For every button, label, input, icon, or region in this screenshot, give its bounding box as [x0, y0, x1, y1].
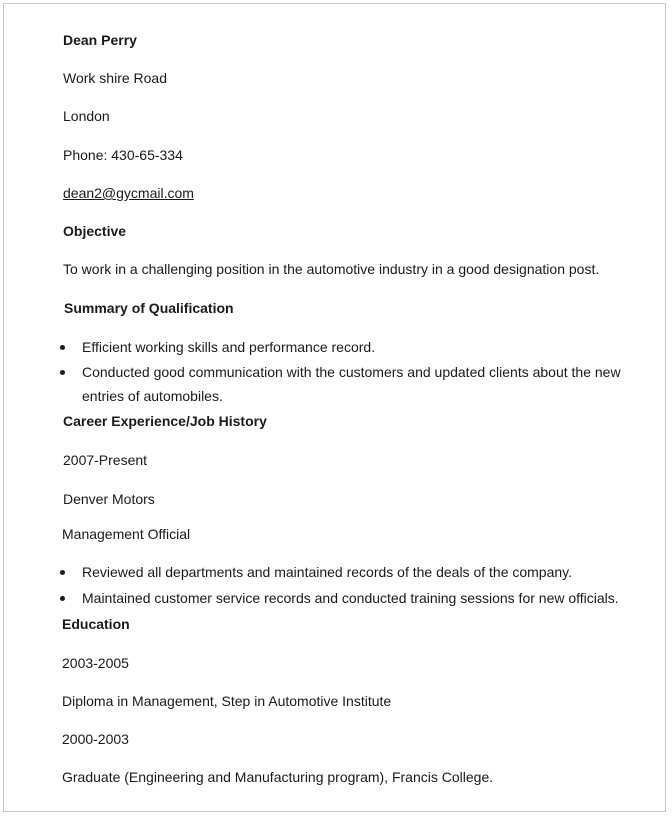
education-detail: Diploma in Management, Step in Automotive Institute	[62, 693, 392, 709]
qualifications-heading: Summary of Qualification	[64, 300, 234, 316]
objective-text: To work in a challenging position in the automotive industry in a good designation post.	[63, 261, 600, 277]
education-heading: Education	[62, 616, 130, 632]
bullet-icon	[60, 570, 65, 575]
bullet-icon	[60, 370, 65, 375]
objective-heading: Objective	[63, 223, 127, 239]
career-duty-item: Maintained customer service records and conducted training sessions for new officials.	[82, 590, 619, 606]
bullet-icon	[60, 345, 65, 350]
career-company: Denver Motors	[63, 491, 155, 507]
bullet-icon	[60, 596, 65, 601]
candidate-name: Dean Perry	[63, 32, 137, 48]
career-duty-item: Reviewed all departments and maintained records of the deals of the company.	[82, 564, 573, 580]
career-role: Management Official	[62, 526, 191, 542]
resume-page	[3, 3, 666, 812]
qualification-item: Conducted good communication with the customers and updated clients about the new entries of automobiles.	[82, 364, 621, 404]
career-period: 2007-Present	[63, 452, 148, 468]
education-period: 2000-2003	[62, 731, 129, 747]
qualification-item: Efficient working skills and performance record.	[82, 339, 376, 355]
phone-number: Phone: 430-65-334	[63, 147, 183, 163]
address-street: Work shire Road	[63, 70, 168, 86]
education-detail: Graduate (Engineering and Manufacturing program), Francis College.	[62, 769, 494, 785]
career-heading: Career Experience/Job History	[63, 413, 267, 429]
education-period: 2003-2005	[62, 655, 129, 671]
email-link[interactable]: dean2@gycmail.com	[63, 185, 194, 201]
address-city: London	[63, 108, 110, 124]
